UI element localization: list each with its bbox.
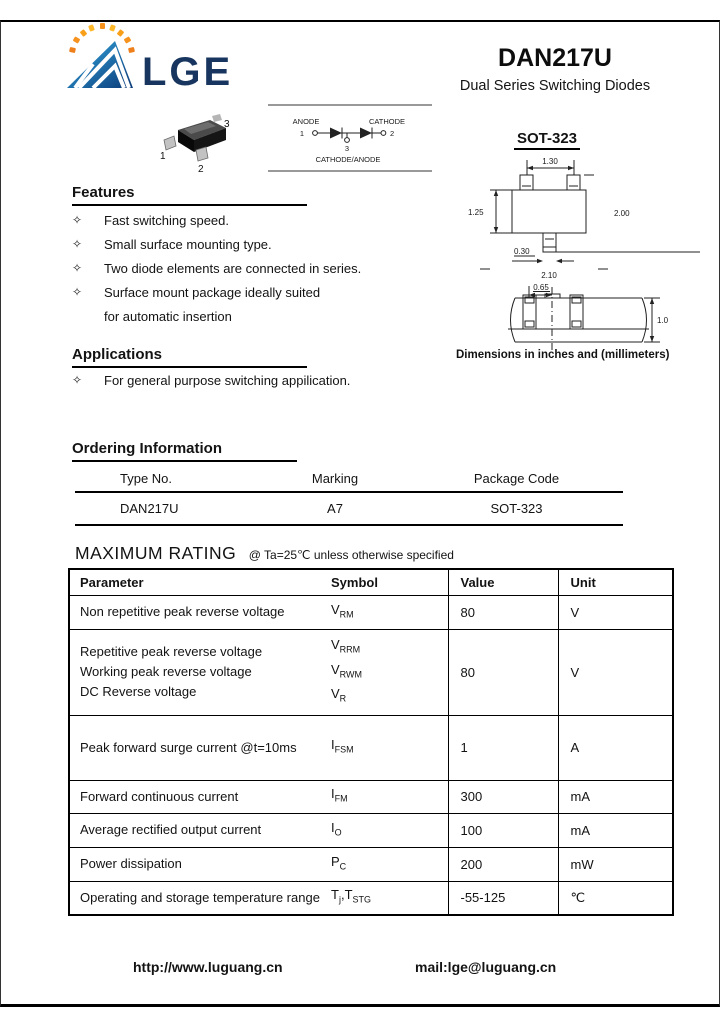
parameter-line: Working peak reverse voltage — [80, 664, 252, 679]
ordering-header-row — [75, 466, 623, 493]
value-cell: 200 — [448, 847, 558, 881]
symbol-cell — [331, 881, 448, 915]
parameter-cell — [69, 813, 331, 847]
parameter-cell — [69, 780, 331, 813]
ordering-cell: Marking — [311, 471, 359, 486]
max-rating-row — [69, 847, 673, 881]
unit-cell: ℃ — [558, 881, 673, 915]
unit-cell: V — [558, 595, 673, 629]
sot323-front-view-drawing — [494, 282, 690, 352]
diamond-bullet-icon: ✧ — [72, 373, 83, 387]
footer-email: mail:lge@luguang.cn — [415, 959, 557, 975]
parameter-line: Repetitive peak reverse voltage — [80, 644, 263, 659]
unit-cell: mW — [558, 847, 673, 881]
anode-label: ANODE — [292, 117, 320, 126]
max-rating-row — [69, 780, 673, 813]
list-item-text: Fast switching speed. — [104, 212, 230, 228]
max-rating-header-row — [69, 569, 673, 595]
diamond-bullet-icon: ✧ — [72, 285, 83, 299]
subtitle: Dual Series Switching Diodes — [459, 78, 651, 94]
symbol-line: $I_O$ — [331, 819, 342, 838]
dim-overall-height: 2.00 — [614, 209, 630, 218]
ordering-cell: A7 — [327, 501, 343, 516]
parameter-cell — [69, 881, 331, 915]
symbol-line: $I_{FM}$ — [331, 786, 348, 804]
lge-logo-icon — [63, 22, 143, 92]
unit-cell: V — [558, 629, 673, 715]
dim-overall-width: 2.10 — [541, 271, 557, 280]
ordering-cell: Type No. — [120, 471, 173, 486]
diamond-bullet-icon: ✧ — [72, 213, 83, 227]
ordering-table — [75, 466, 623, 526]
dimensions-caption: Dimensions in inches and (millimeters) — [456, 349, 670, 361]
parameter-line: Average rectified output current — [80, 822, 262, 837]
symbol-cell — [331, 847, 448, 881]
symbol-line: $I_{FSM}$ — [331, 737, 354, 755]
parameter-line: Non repetitive peak reverse voltage — [80, 604, 285, 619]
column-header: Parameter — [69, 569, 331, 595]
package-photo — [158, 114, 258, 176]
list-item-text: For general purpose switching appilication. — [104, 372, 351, 388]
unit-cell: mA — [558, 780, 673, 813]
photo-pin1-label: 1 — [160, 151, 166, 162]
features-heading: Features — [72, 184, 307, 206]
cathode-label: CATHODE — [368, 117, 406, 126]
unit-cell: A — [558, 715, 673, 780]
dim-body-height: 1.25 — [468, 208, 484, 217]
photo-pin2-label: 2 — [198, 164, 204, 175]
max-rating-title: MAXIMUM RATING — [75, 543, 237, 563]
list-item — [72, 232, 442, 256]
symbol-cell — [331, 813, 448, 847]
circuit-diagram — [268, 106, 432, 170]
symbol-cell — [331, 629, 448, 715]
ordering-cell: DAN217U — [120, 501, 179, 516]
parameter-line: Operating and storage temperature range — [80, 889, 320, 905]
list-item-text: Surface mount package ideally suited — [104, 284, 321, 300]
symbol-line: $V_R$ — [331, 686, 347, 704]
part-number-title: DAN217U — [498, 44, 612, 72]
value-cell: 1 — [448, 715, 558, 780]
ordering-data-row — [75, 493, 623, 526]
symbol-line: $V_{RWM}$ — [331, 661, 363, 680]
logo-mountain-icon — [63, 22, 143, 92]
dim-top-pitch: 1.30 — [542, 157, 558, 166]
list-item-text: for automatic insertion — [104, 308, 232, 324]
value-cell: -55-125 — [448, 881, 558, 915]
list-item — [72, 304, 442, 328]
list-item-text: Small surface mounting type. — [104, 236, 272, 252]
dim-lead-pitch: 0.65 — [533, 283, 549, 292]
value-cell: 80 — [448, 629, 558, 715]
sun-dot — [109, 24, 116, 31]
symbol-line: $T_j,T_{STG}$ — [331, 887, 372, 906]
parameter-line: Peak forward surge current @t=10ms — [80, 739, 297, 755]
max-rating-heading — [75, 543, 454, 564]
package-drawing-title: SOT-323 — [514, 130, 580, 150]
symbol-line: $V_{RM}$ — [331, 601, 354, 620]
max-rating-row — [69, 595, 673, 629]
photo-pin3-label: 3 — [224, 119, 230, 130]
list-item — [72, 256, 442, 280]
list-item — [72, 368, 442, 392]
value-cell: 80 — [448, 595, 558, 629]
parameter-cell — [69, 629, 331, 715]
pin3-label: 3 — [344, 144, 350, 153]
sun-dot — [100, 23, 105, 29]
list-item — [72, 280, 442, 304]
value-cell: 300 — [448, 780, 558, 813]
parameter-line: DC Reverse voltage — [80, 684, 197, 699]
ordering-cell: SOT-323 — [490, 501, 543, 516]
parameter-line: Power dissipation — [80, 856, 182, 871]
value-cell: 100 — [448, 813, 558, 847]
common-terminal-label: CATHODE/ANODE — [315, 155, 381, 164]
symbol-cell — [331, 780, 448, 813]
column-header: Unit — [558, 569, 673, 595]
parameter-line: Forward continuous current — [80, 788, 239, 804]
column-header: Value — [448, 569, 558, 595]
parameter-cell — [69, 715, 331, 780]
circuit-diagram-box — [268, 104, 432, 172]
symbol-cell — [331, 715, 448, 780]
sun-dot — [128, 47, 135, 53]
list-item-text: Two diode elements are connected in series. — [104, 260, 362, 276]
max-rating-condition: @ Ta=25℃ unless otherwise specified — [248, 548, 454, 562]
max-rating-row — [69, 715, 673, 780]
max-rating-row — [69, 813, 673, 847]
footer-url: http://www.luguang.cn — [133, 959, 283, 975]
list-item — [72, 208, 442, 232]
parameter-cell — [69, 595, 331, 629]
unit-cell: mA — [558, 813, 673, 847]
ordering-cell: Package Code — [473, 471, 560, 486]
ordering-heading: Ordering Information — [72, 440, 297, 462]
features-list — [72, 208, 442, 328]
sun-dot — [69, 47, 76, 53]
column-header: Symbol — [331, 569, 448, 595]
parameter-cell — [69, 847, 331, 881]
symbol-line: $P_C$ — [331, 853, 347, 872]
max-rating-table — [68, 568, 674, 916]
dim-front-height: 1.0 — [657, 316, 669, 325]
diamond-bullet-icon: ✧ — [72, 237, 83, 251]
symbol-line: $V_{RRM}$ — [331, 637, 361, 655]
applications-list — [72, 368, 442, 392]
dim-lead-width: 0.30 — [514, 247, 530, 256]
max-rating-row — [69, 881, 673, 915]
max-rating-row — [69, 629, 673, 715]
symbol-cell — [331, 595, 448, 629]
logo-wordmark: LGE — [142, 50, 234, 94]
diamond-bullet-icon: ✧ — [72, 261, 83, 275]
sot323-top-view-drawing — [452, 155, 710, 287]
applications-heading: Applications — [72, 346, 307, 368]
pin1-label: 1 — [299, 129, 304, 138]
pin2-label: 2 — [390, 129, 395, 138]
